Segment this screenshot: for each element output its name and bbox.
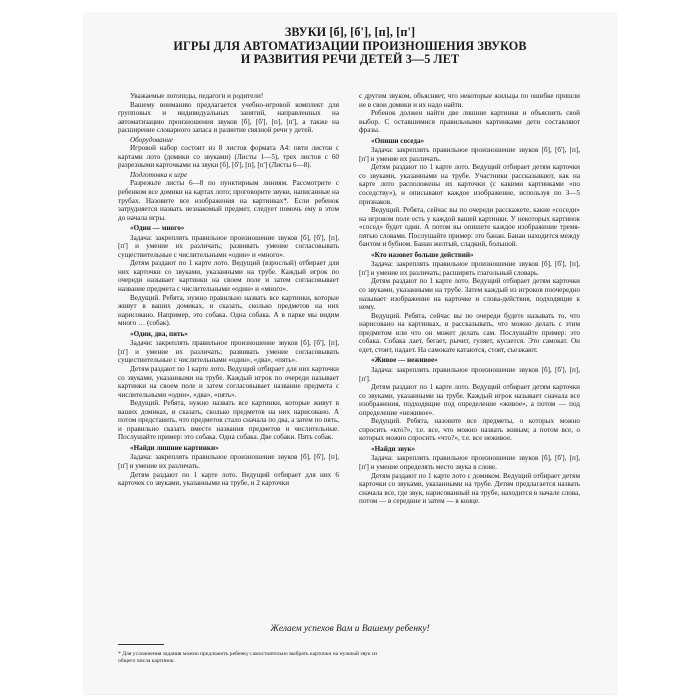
footnote-divider bbox=[118, 644, 164, 645]
game-paragraph: Детям раздают по 1 карте лото. Ведущий отбирает для них карточки со звуками, указанными на трубе. Каждый игрок по очереди называет картинки на своем поле и затем согласовывает название предмета с числительными «один», «два», «пять». bbox=[118, 364, 339, 399]
game-title-living-nonliving: «Живое — неживое» bbox=[371, 356, 438, 365]
intro-paragraph: Вашему вниманию предлагается учебно-игровой комплект для групповых и индивидуальных занятий, направленных на автоматизацию произношения звуков [б], [б'], [п], [п'], а также на расширение словарного запаса и развитие связной речи у детей. bbox=[118, 100, 339, 135]
game-task: Задача: закреплять правильное произношение звуков [б], [б'], [п], [п']. bbox=[359, 365, 580, 383]
right-column bbox=[359, 92, 580, 506]
game-paragraph: Ведущий. Ребята, нужно правильно назвать все картинки, которые живут в ваших домиках, и сказать, сколько предметов на них нарисовано. Например, это собака. Одна собака. А в парке мы видим много … (собак). bbox=[118, 293, 339, 328]
game-title-describe-neighbor: «Опиши соседа» bbox=[371, 136, 425, 145]
closing-wish: Желаем успехов Вам и Вашему ребенку! bbox=[270, 624, 430, 634]
equipment-paragraph: Игровой набор состоит из 8 листов формата А4: пяти листов с картами лото (домики со звуками) (Листы 1—5), трех листов с 60 разрезными карточками на звуки [б], [б'], [п], [п'] (Листы 6—8). bbox=[118, 144, 339, 170]
game-title-find-sound: «Найди звук» bbox=[371, 444, 416, 453]
title-line-1: ЗВУКИ [б], [б'], [п], [п'] bbox=[284, 25, 416, 39]
game-paragraph: Ведущий. Ребята, нужно назвать все картинки, которые живут в ваших домиках, и сказать, сколько предметов на них нарисовано. А потом представить, что предметов стало сначала по два, а затем по пять, и правильно сказать вместе названия предметов и числительные. Послушайте пример: это собака. Одна собака. Две собаки. Пять собак. bbox=[118, 399, 339, 442]
game-task: Задача: закреплять правильное произношение звуков [б], [б'], [п], [п'] и умение определять место звука в слове. bbox=[359, 454, 580, 471]
game-title-more-actions: «Кто назовет больше действий» bbox=[371, 250, 474, 259]
game-paragraph: Детям раздают по 1 карте лото. Ведущий отбирает детям карточки со звуками, указанными на трубе. Затем каждый из игроков поочередно называет изображение на карточке и слова-действия, подходящие к нему. bbox=[359, 277, 580, 312]
game-task: Задачи: закреплять правильное произношение звуков [б], [б'], [п], [п'] и умение их различать; развивать умение согласовывать существительные с числительными «один», «два», «пять». bbox=[118, 339, 339, 365]
game-paragraph: Ведущий. Ребята, сейчас вы по очереди будете называть то, что нарисовано на картинках, и рассказывать, что можно делать с этим предметом или что он может делать сам. Послушайте пример: это собака. Собака лает, бегает, рычит, гуляет, кусается. Это самокат. Он едет, стоит, падает. На самокате катаются, стоят, съезжают. bbox=[359, 311, 580, 354]
game-paragraph: Детям раздают по 1 карте лото. Ведущий (взрослый) отбирает для них карточки со звуками, указанными на трубе. Каждый игрок по очереди называет картинки на своем поле и затем согласовывает название предмета с числительными «один» и «много». bbox=[118, 259, 339, 294]
preparation-paragraph: Разрежьте листы 6—8 по пунктирным линиям. Рассмотрите с ребенком все домики на картах лото; проговорите звуки, написанные на трубах. Назовите все изображения на картинках*. Если ребенок затрудняется назвать незнакомый предмет, следует помочь ему в этом до начала игры. bbox=[118, 179, 339, 222]
game-title-find-extra: «Найди лишние картинки» bbox=[130, 443, 219, 452]
game-task: Задача: закреплять правильное произношение звуков [б], [б'], [п], [п'] и умение их различать. bbox=[118, 453, 339, 470]
instruction-sheet bbox=[84, 14, 616, 694]
title-line-2: ИГРЫ ДЛЯ АВТОМАТИЗАЦИИ ПРОИЗНОШЕНИЯ ЗВУКОВ bbox=[173, 38, 527, 53]
footnote: * Для усложнения задания можно предложить ребенку самостоятельно выбрать карточки на нужный звук из общего числа картинок. bbox=[118, 651, 378, 664]
game-paragraph: Детям раздают по 1 карте лото. Ведущий отбирает детям карточки со звуками, указанными на трубе. Участники рассказывают, как на карте лото расположены их карточки (с какими картинками «по соседству»), и описывают каждое изображение, используя по 3—5 признаков. bbox=[359, 163, 580, 206]
game-paragraph: Ребенок должен найти две лишние картинки и объяснить свой выбор. С оставшимися правильными картинками дети составляют фразы. bbox=[359, 109, 580, 135]
equipment-heading: Оборудование bbox=[130, 135, 173, 144]
game-title-one-many: «Один — много» bbox=[130, 224, 185, 233]
continued-paragraph: с другим звуком, объясняет, что некоторые жильцы по ошибке пришли не в свои домики и их надо найти. bbox=[359, 92, 580, 109]
page-title bbox=[84, 26, 616, 67]
game-title-one-two-five: «Один, два, пять» bbox=[130, 329, 188, 338]
greeting: Уважаемые логопеды, педагоги и родители! bbox=[130, 92, 264, 100]
left-column bbox=[118, 92, 339, 488]
game-task: Задача: закреплять правильное произношение звуков [б], [б'], [п], [п'] и умение их различать; развивать умение согласовывать существительные с числительными «один» и «много». bbox=[118, 233, 339, 259]
game-paragraph: Детям раздают по 1 карте лото. Ведущий отбирает детям карточки со звуками, указанными на трубе. Каждый игрок называет сначала все изображения, подходящие под определение «живое», а потом — под определение «неживое». bbox=[359, 383, 580, 417]
game-paragraph: Детям раздают по 1 карте лото. Ведущий отбирает для них 6 карточек со звуками, указанными на трубе, и 2 карточки bbox=[118, 470, 339, 488]
preparation-heading: Подготовка к игре bbox=[130, 170, 188, 179]
game-paragraph: Детям раздают по 1 карте лото с домиком. Ведущий отбирает детям карточки со звуками, указанными на трубе. Детям предлагается назвать сначала все, где звук, нарисованный на трубе, находится в начале слова, потом — в середине и затем — в конце. bbox=[359, 471, 580, 506]
game-task: Задача: закреплять правильное произношение звуков [б], [б'], [п], [п'] и умение их различать; расширять глагольный словарь. bbox=[359, 260, 580, 277]
game-paragraph: Ведущий. Ребята, сейчас вы по очереди расскажете, какие «соседи» на игровом поле есть у каждой вашей картинки. У некоторых картинок «сосед» будет один. А потом вы опишете каждое изображение тремя-пятью словами. Послушайте пример: это банан. Банан находится между бантом и бубном. Банан желтый, сладкий, большой. bbox=[359, 206, 580, 249]
title-line-3: И РАЗВИТИЯ РЕЧИ ДЕТЕЙ 3—5 ЛЕТ bbox=[240, 52, 460, 66]
game-task: Задача: закреплять правильное произношение звуков [б], [б'], [п], [п'] и умение их различать. bbox=[359, 146, 580, 163]
game-paragraph: Ведущий. Ребята, назовите все предметы, о которых можно спросить «кто?», т.е. все, что можно назвать живым; а потом все, о которых можно спросить «что?», т.е. все неживое. bbox=[359, 417, 580, 443]
